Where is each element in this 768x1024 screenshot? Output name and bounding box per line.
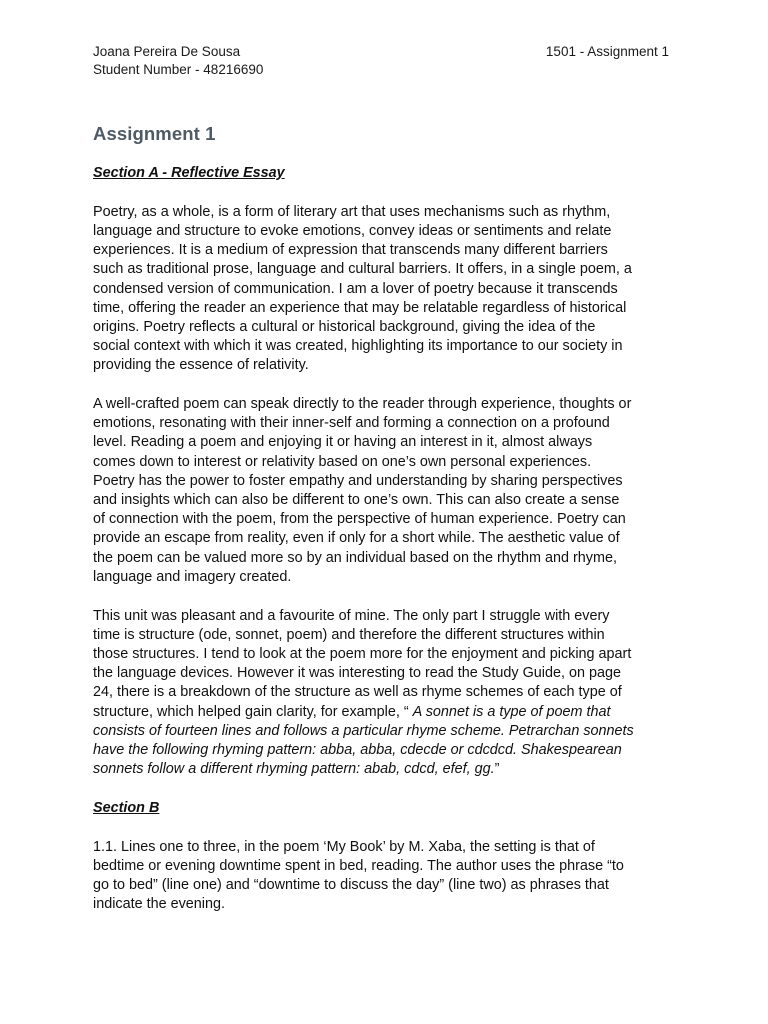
text-line: time, offering the reader an experience that may be relatable regardless of historical — [93, 299, 627, 316]
section-a-paragraph-2 — [93, 395, 683, 587]
quote-text: sonnets follow a different rhyming pattern: abab, cdcd, efef, gg. — [93, 761, 495, 778]
quote-text: A sonnet is a type of poem that — [412, 703, 611, 720]
text-line: the poem can be valued more so by an individual based on the rhythm and rhyme, — [93, 549, 617, 566]
text-run: structure, which helped gain clarity, for example, “ — [93, 703, 413, 720]
text-line: experiences. It is a medium of expression that transcends many different barriers — [93, 242, 608, 259]
text-line: condensed version of communication. I am a lover of poetry because it transcends — [93, 280, 618, 297]
text-line: emotions, resonating with their inner-self and forming a connection on a profound — [93, 415, 610, 432]
text-run: ” — [494, 761, 500, 778]
text-line: 24, there is a breakdown of the structure as well as rhyme schemes of each type of — [93, 684, 622, 701]
text-line — [93, 760, 683, 779]
text-line: language and imagery created. — [93, 568, 292, 585]
text-line: providing the essence of relativity. — [93, 357, 309, 374]
text-line — [93, 703, 683, 722]
text-line: such as traditional prose, language and cultural barriers. It offers, in a single poem, a — [93, 261, 632, 278]
text-line: level. Reading a poem and enjoying it or having an interest in it, almost always — [93, 434, 593, 451]
text-line: comes down to interest or relativity based on one’s own personal experiences. — [93, 453, 592, 470]
section-a-paragraph-1 — [93, 203, 683, 376]
document-title: Assignment 1 — [93, 123, 216, 144]
text-line: time is structure (ode, sonnet, poem) and therefore the different structures within — [93, 626, 605, 643]
text-line: Poetry has the power to foster empathy and understanding by sharing perspectives — [93, 472, 623, 489]
text-line: go to bed” (line one) and “downtime to discuss the day” (line two) as phrases that — [93, 877, 609, 893]
text-line: language and structure to evoke emotions, convey ideas or sentiments and relate — [93, 222, 612, 239]
text-line: social context with which it was created, highlighting its importance to our society in — [93, 338, 623, 355]
text-line: and insights which can also be different to one’s own. This can also create a sense — [93, 492, 620, 509]
assignment-reference: 1501 - Assignment 1 — [545, 44, 669, 59]
section-a-paragraph-3 — [93, 607, 683, 780]
text-line: those structures. I tend to look at the poem more for the enjoyment and picking apart — [93, 645, 632, 662]
header-left — [93, 43, 413, 78]
text-line: This unit was pleasant and a favourite of mine. The only part I struggle with every — [93, 607, 610, 624]
header-right — [469, 43, 669, 61]
text-line: of connection with the poem, from the perspective of human experience. Poetry can — [93, 511, 626, 528]
section-a-heading: Section A - Reflective Essay — [93, 165, 285, 181]
text-line: A well-crafted poem can speak directly to the reader through experience, thoughts or — [93, 396, 632, 413]
document-body — [93, 164, 683, 914]
text-line: the language devices. However it was interesting to read the Study Guide, on page — [93, 665, 621, 682]
text-line: provide an escape from reality, even if only for a short while. The aesthetic value of — [93, 530, 620, 547]
section-b-heading: Section B — [93, 799, 160, 816]
text-line: bedtime or evening downtime spent in bed, reading. The author uses the phrase “to — [93, 857, 624, 874]
quote-line: consists of fourteen lines and follows a particular rhyme scheme. Petrarchan sonnets — [93, 722, 634, 739]
text-line: 1.1. Lines one to three, in the poem ‘My Book’ by M. Xaba, the setting is that of — [93, 838, 595, 855]
author-name: Joana Pereira De Sousa — [93, 44, 241, 59]
quote-line: have the following rhyming pattern: abba, abba, cdecde or cdcdcd. Shakespearean — [93, 741, 622, 758]
text-line: indicate the evening. — [93, 896, 226, 913]
text-line: origins. Poetry reflects a cultural or historical background, giving the idea of the — [93, 318, 596, 335]
student-number: Student Number - 48216690 — [93, 61, 264, 77]
section-b-paragraph-1 — [93, 838, 683, 915]
text-line: Poetry, as a whole, is a form of literary art that uses mechanisms such as rhythm, — [93, 203, 611, 220]
